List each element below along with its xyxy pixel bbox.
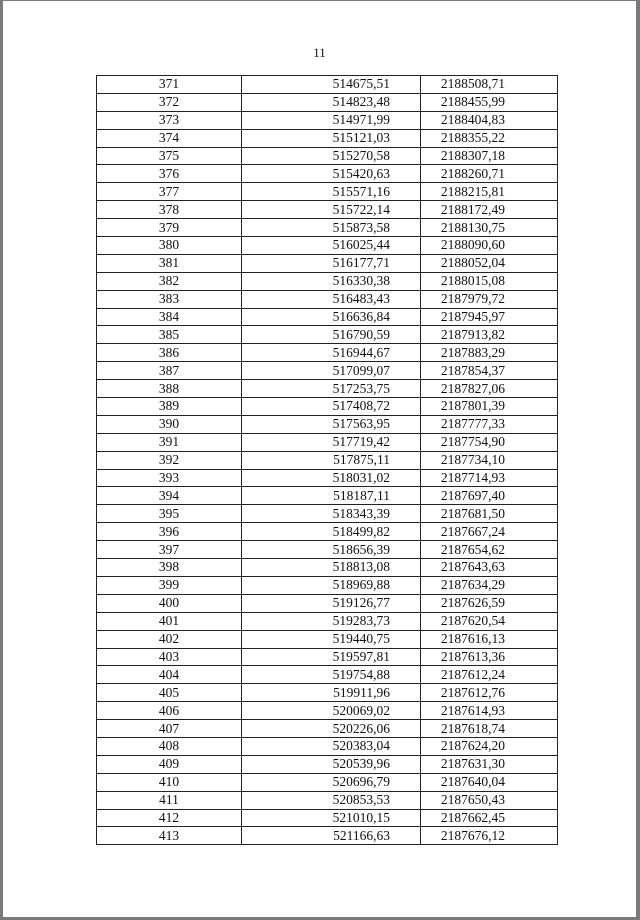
y-coordinate-cell: 2187614,93 [421,702,558,720]
x-coordinate-cell: 521166,63 [242,827,421,845]
table-row [97,451,558,469]
table-row [97,469,558,487]
y-coordinate-cell: 2187883,29 [421,344,558,362]
table-row [97,290,558,308]
y-coordinate-cell: 2187650,43 [421,791,558,809]
table-row [97,505,558,523]
y-coordinate-cell: 2187662,45 [421,809,558,827]
point-number-cell: 372 [97,93,242,111]
x-coordinate-cell: 516177,71 [242,254,421,272]
x-coordinate-cell: 517099,07 [242,362,421,380]
table-row [97,594,558,612]
table-row [97,147,558,165]
x-coordinate-cell: 514823,48 [242,93,421,111]
point-number-cell: 371 [97,76,242,94]
table-row [97,791,558,809]
point-number-cell: 375 [97,147,242,165]
x-coordinate-cell: 514971,99 [242,111,421,129]
point-number-cell: 386 [97,344,242,362]
x-coordinate-cell: 519283,73 [242,612,421,630]
x-coordinate-cell: 516944,67 [242,344,421,362]
x-coordinate-cell: 520696,79 [242,773,421,791]
y-coordinate-cell: 2187631,30 [421,755,558,773]
table-row [97,720,558,738]
table-row [97,737,558,755]
point-number-cell: 402 [97,630,242,648]
table-row [97,272,558,290]
point-number-cell: 412 [97,809,242,827]
point-number-cell: 383 [97,290,242,308]
point-number-cell: 389 [97,398,242,416]
y-coordinate-cell: 2187640,04 [421,773,558,791]
x-coordinate-cell: 514675,51 [242,76,421,94]
x-coordinate-cell: 517408,72 [242,398,421,416]
table-row [97,755,558,773]
point-number-cell: 374 [97,129,242,147]
y-coordinate-cell: 2188130,75 [421,219,558,237]
x-coordinate-cell: 519597,81 [242,648,421,666]
point-number-cell: 379 [97,219,242,237]
point-number-cell: 406 [97,702,242,720]
x-coordinate-cell: 518343,39 [242,505,421,523]
point-number-cell: 398 [97,559,242,577]
y-coordinate-cell: 2187734,10 [421,451,558,469]
y-coordinate-cell: 2187626,59 [421,594,558,612]
coordinates-table-body [97,76,558,845]
x-coordinate-cell: 517875,11 [242,451,421,469]
y-coordinate-cell: 2187613,36 [421,648,558,666]
point-number-cell: 410 [97,773,242,791]
table-row [97,523,558,541]
x-coordinate-cell: 520069,02 [242,702,421,720]
y-coordinate-cell: 2187681,50 [421,505,558,523]
point-number-cell: 396 [97,523,242,541]
y-coordinate-cell: 2187913,82 [421,326,558,344]
x-coordinate-cell: 515873,58 [242,219,421,237]
point-number-cell: 411 [97,791,242,809]
table-row [97,559,558,577]
x-coordinate-cell: 515571,16 [242,183,421,201]
y-coordinate-cell: 2187854,37 [421,362,558,380]
point-number-cell: 408 [97,737,242,755]
point-number-cell: 377 [97,183,242,201]
table-row [97,254,558,272]
table-row [97,576,558,594]
table-row [97,398,558,416]
table-row [97,773,558,791]
y-coordinate-cell: 2187654,62 [421,541,558,559]
point-number-cell: 390 [97,415,242,433]
table-row [97,809,558,827]
x-coordinate-cell: 516025,44 [242,237,421,255]
table-row [97,541,558,559]
point-number-cell: 413 [97,827,242,845]
y-coordinate-cell: 2187612,76 [421,684,558,702]
table-row [97,702,558,720]
point-number-cell: 392 [97,451,242,469]
point-number-cell: 384 [97,308,242,326]
y-coordinate-cell: 2188455,99 [421,93,558,111]
point-number-cell: 391 [97,433,242,451]
x-coordinate-cell: 520226,06 [242,720,421,738]
x-coordinate-cell: 516330,38 [242,272,421,290]
point-number-cell: 373 [97,111,242,129]
point-number-cell: 409 [97,755,242,773]
x-coordinate-cell: 521010,15 [242,809,421,827]
x-coordinate-cell: 515722,14 [242,201,421,219]
x-coordinate-cell: 518187,11 [242,487,421,505]
y-coordinate-cell: 2187754,90 [421,433,558,451]
x-coordinate-cell: 519754,88 [242,666,421,684]
table-row [97,93,558,111]
x-coordinate-cell: 516483,43 [242,290,421,308]
point-number-cell: 394 [97,487,242,505]
table-row [97,344,558,362]
point-number-cell: 376 [97,165,242,183]
x-coordinate-cell: 520539,96 [242,755,421,773]
y-coordinate-cell: 2188508,71 [421,76,558,94]
point-number-cell: 387 [97,362,242,380]
y-coordinate-cell: 2188307,18 [421,147,558,165]
point-number-cell: 393 [97,469,242,487]
x-coordinate-cell: 518499,82 [242,523,421,541]
table-row [97,165,558,183]
y-coordinate-cell: 2187801,39 [421,398,558,416]
table-row [97,308,558,326]
y-coordinate-cell: 2187624,20 [421,737,558,755]
point-number-cell: 404 [97,666,242,684]
document-page [3,1,636,917]
y-coordinate-cell: 2187634,29 [421,576,558,594]
x-coordinate-cell: 518031,02 [242,469,421,487]
point-number-cell: 407 [97,720,242,738]
table-row [97,827,558,845]
y-coordinate-cell: 2187616,13 [421,630,558,648]
x-coordinate-cell: 516790,59 [242,326,421,344]
point-number-cell: 388 [97,380,242,398]
page-number: 11 [313,45,326,60]
point-number-cell: 400 [97,594,242,612]
y-coordinate-cell: 2188052,04 [421,254,558,272]
table-row [97,111,558,129]
table-row [97,612,558,630]
y-coordinate-cell: 2187777,33 [421,415,558,433]
x-coordinate-cell: 515420,63 [242,165,421,183]
point-number-cell: 397 [97,541,242,559]
y-coordinate-cell: 2187612,24 [421,666,558,684]
y-coordinate-cell: 2187697,40 [421,487,558,505]
table-row [97,219,558,237]
point-number-cell: 405 [97,684,242,702]
point-number-cell: 378 [97,201,242,219]
point-number-cell: 395 [97,505,242,523]
table-row [97,433,558,451]
table-row [97,684,558,702]
x-coordinate-cell: 517253,75 [242,380,421,398]
x-coordinate-cell: 517563,95 [242,415,421,433]
point-number-cell: 399 [97,576,242,594]
point-number-cell: 401 [97,612,242,630]
y-coordinate-cell: 2188404,83 [421,111,558,129]
x-coordinate-cell: 518813,08 [242,559,421,577]
y-coordinate-cell: 2188260,71 [421,165,558,183]
x-coordinate-cell: 520383,04 [242,737,421,755]
y-coordinate-cell: 2188090,60 [421,237,558,255]
table-row [97,380,558,398]
table-row [97,129,558,147]
y-coordinate-cell: 2187979,72 [421,290,558,308]
point-number-cell: 385 [97,326,242,344]
y-coordinate-cell: 2187620,54 [421,612,558,630]
table-row [97,201,558,219]
x-coordinate-cell: 515270,58 [242,147,421,165]
point-number-cell: 382 [97,272,242,290]
table-row [97,362,558,380]
x-coordinate-cell: 515121,03 [242,129,421,147]
coordinates-table [96,75,558,845]
x-coordinate-cell: 516636,84 [242,308,421,326]
x-coordinate-cell: 517719,42 [242,433,421,451]
table-row [97,630,558,648]
table-row [97,76,558,94]
y-coordinate-cell: 2187827,06 [421,380,558,398]
y-coordinate-cell: 2187676,12 [421,827,558,845]
point-number-cell: 403 [97,648,242,666]
point-number-cell: 381 [97,254,242,272]
x-coordinate-cell: 519911,96 [242,684,421,702]
y-coordinate-cell: 2188015,08 [421,272,558,290]
y-coordinate-cell: 2187714,93 [421,469,558,487]
y-coordinate-cell: 2188215,81 [421,183,558,201]
x-coordinate-cell: 518656,39 [242,541,421,559]
y-coordinate-cell: 2187945,97 [421,308,558,326]
y-coordinate-cell: 2187643,63 [421,559,558,577]
x-coordinate-cell: 519126,77 [242,594,421,612]
y-coordinate-cell: 2188172,49 [421,201,558,219]
table-row [97,666,558,684]
x-coordinate-cell: 518969,88 [242,576,421,594]
y-coordinate-cell: 2188355,22 [421,129,558,147]
table-row [97,326,558,344]
x-coordinate-cell: 519440,75 [242,630,421,648]
table-row [97,487,558,505]
table-row [97,183,558,201]
point-number-cell: 380 [97,237,242,255]
table-row [97,237,558,255]
table-row [97,648,558,666]
table-row [97,415,558,433]
x-coordinate-cell: 520853,53 [242,791,421,809]
y-coordinate-cell: 2187618,74 [421,720,558,738]
y-coordinate-cell: 2187667,24 [421,523,558,541]
